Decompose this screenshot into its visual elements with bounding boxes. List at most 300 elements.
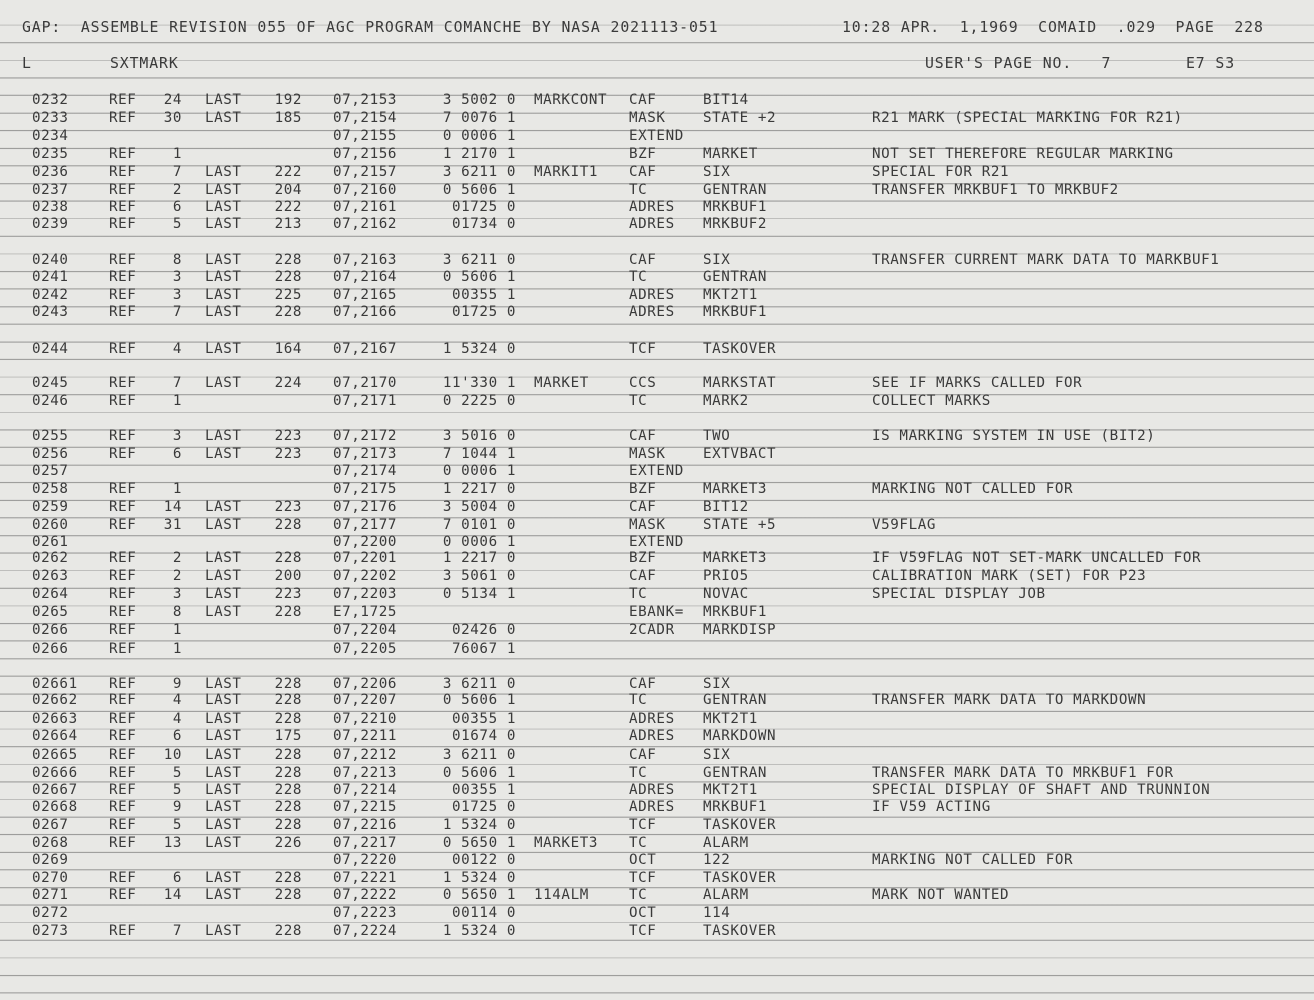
cell-addr: 07,2162 [333,216,397,232]
cell-ref: REF [109,393,137,409]
cell-op: BZF [629,550,657,566]
cell-ref: REF [109,728,137,744]
cell-lastpage: 228 [274,711,302,727]
cell-comment: SPECIAL FOR R21 [872,164,1010,180]
cell-op: CAF [629,428,657,444]
cell-addr: 07,2203 [333,586,397,602]
cell-word: 0 5606 1 [442,692,516,708]
cell-line: 0257 [32,463,69,479]
cell-addr: 07,2207 [333,692,397,708]
cell-refcount: 1 [172,393,182,409]
cell-op: EXTEND [629,128,684,144]
cell-word: 0 5650 1 [442,887,516,903]
cell-op: TC [629,887,648,903]
cell-addr: 07,2165 [333,287,397,303]
cell-refcount: 14 [163,887,182,903]
cell-word: 1 5324 0 [442,817,516,833]
cell-line: 0271 [32,887,69,903]
cell-lastpage: 204 [274,182,302,198]
cell-comment: TRANSFER CURRENT MARK DATA TO MARKBUF1 [872,252,1220,268]
cell-line: 0235 [32,146,69,162]
cell-ref: REF [109,817,137,833]
cell-operand: MARKET3 [703,481,767,497]
cell-line: 02668 [32,799,78,815]
cell-word: 0 0006 1 [442,463,516,479]
cell-addr: 07,2202 [333,568,397,584]
cell-addr: 07,2214 [333,782,397,798]
cell-line: 02665 [32,747,78,763]
cell-lastpage: 228 [274,550,302,566]
cell-word: 00122 0 [452,852,516,868]
cell-lastpage: 228 [274,304,302,320]
cell-lastpage: 228 [274,517,302,533]
cell-line: 0246 [32,393,69,409]
cell-comment: TRANSFER MRKBUF1 TO MRKBUF2 [872,182,1119,198]
cell-op: CAF [629,92,657,108]
cell-ref: REF [109,586,137,602]
cell-line: 0267 [32,817,69,833]
cell-comment: TRANSFER MARK DATA TO MRKBUF1 FOR [872,765,1174,781]
cell-op: OCT [629,905,657,921]
cell-addr: 07,2213 [333,765,397,781]
cell-operand: SIX [703,747,731,763]
cell-line: 0259 [32,499,69,515]
cell-word: 00355 1 [452,711,516,727]
cell-refcount: 7 [172,923,182,939]
cell-addr: 07,2217 [333,835,397,851]
cell-line: 0234 [32,128,69,144]
cell-ref: REF [109,835,137,851]
cell-word: 0 0006 1 [442,128,516,144]
cell-last: LAST [205,887,242,903]
cell-ref: REF [109,499,137,515]
cell-line: 0245 [32,375,69,391]
cell-refcount: 8 [172,252,182,268]
cell-comment: SPECIAL DISPLAY JOB [872,586,1046,602]
cell-refcount: 7 [172,164,182,180]
cell-last: LAST [205,870,242,886]
cell-operand: ALARM [703,835,749,851]
cell-refcount: 3 [172,428,182,444]
cell-comment: IF V59 ACTING [872,799,991,815]
cell-lastpage: 228 [274,252,302,268]
cell-label: MARKIT1 [534,164,598,180]
cell-line: 02661 [32,676,78,692]
cell-refcount: 24 [163,92,182,108]
cell-comment: IF V59FLAG NOT SET-MARK UNCALLED FOR [872,550,1202,566]
cell-lastpage: 223 [274,428,302,444]
cell-refcount: 4 [172,692,182,708]
cell-addr: 07,2166 [333,304,397,320]
cell-ref: REF [109,923,137,939]
cell-last: LAST [205,375,242,391]
cell-refcount: 2 [172,550,182,566]
cell-ref: REF [109,182,137,198]
cell-op: TCF [629,923,657,939]
cell-last: LAST [205,692,242,708]
cell-refcount: 6 [172,728,182,744]
cell-last: LAST [205,604,242,620]
cell-addr: 07,2221 [333,870,397,886]
cell-ref: REF [109,711,137,727]
cell-line: 0258 [32,481,69,497]
cell-ref: REF [109,341,137,357]
cell-operand: MRKBUF1 [703,799,767,815]
cell-line: 0261 [32,534,69,550]
cell-op: EXTEND [629,534,684,550]
cell-operand: MKT2T1 [703,287,758,303]
cell-refcount: 5 [172,817,182,833]
cell-addr: 07,2171 [333,393,397,409]
cell-lastpage: 228 [274,870,302,886]
cell-op: TC [629,269,648,285]
cell-word: 3 5004 0 [442,499,516,515]
cell-comment: COLLECT MARKS [872,393,991,409]
cell-last: LAST [205,182,242,198]
cell-last: LAST [205,252,242,268]
cell-last: LAST [205,711,242,727]
cell-last: LAST [205,782,242,798]
cell-operand: GENTRAN [703,765,767,781]
cell-line: 0244 [32,341,69,357]
cell-op: 2CADR [629,622,675,638]
cell-op: TC [629,182,648,198]
cell-ref: REF [109,446,137,462]
cell-last: LAST [205,799,242,815]
cell-ref: REF [109,747,137,763]
cell-ref: REF [109,887,137,903]
cell-lastpage: 192 [274,92,302,108]
cell-addr: 07,2223 [333,905,397,921]
cell-operand: SIX [703,676,731,692]
cell-last: LAST [205,92,242,108]
cell-line: 0265 [32,604,69,620]
cell-refcount: 6 [172,870,182,886]
cell-op: BZF [629,146,657,162]
cell-word: 0 5606 1 [442,765,516,781]
bank-code: E7 S3 [1186,55,1236,72]
cell-line: 0238 [32,199,69,215]
cell-refcount: 2 [172,182,182,198]
cell-addr: 07,2222 [333,887,397,903]
cell-line: 0268 [32,835,69,851]
cell-op: CAF [629,568,657,584]
cell-word: 3 5016 0 [442,428,516,444]
cell-word: 1 5324 0 [442,923,516,939]
cell-operand: GENTRAN [703,269,767,285]
cell-operand: PRIO5 [703,568,749,584]
cell-word: 02426 0 [452,622,516,638]
cell-op: MASK [629,446,666,462]
page-header [0,19,1264,37]
cell-ref: REF [109,110,137,126]
cell-last: LAST [205,568,242,584]
cell-op: EXTEND [629,463,684,479]
cell-addr: 07,2200 [333,534,397,550]
cell-operand: MARKDISP [703,622,777,638]
cell-refcount: 30 [163,110,182,126]
cell-line: 02666 [32,765,78,781]
cell-op: BZF [629,481,657,497]
header-title: GAP: ASSEMBLE REVISION 055 OF AGC PROGRAM COMANCHE BY NASA 2021113-051 [22,19,719,36]
cell-word: 1 2217 0 [442,481,516,497]
cell-operand: MRKBUF1 [703,604,767,620]
cell-last: LAST [205,269,242,285]
cell-word: 7 0076 1 [442,110,516,126]
cell-ref: REF [109,568,137,584]
cell-ref: REF [109,164,137,180]
cell-word: 3 5002 0 [442,92,516,108]
cell-last: LAST [205,765,242,781]
cell-comment: MARKING NOT CALLED FOR [872,852,1074,868]
cell-line: 02664 [32,728,78,744]
cell-last: LAST [205,216,242,232]
cell-label: MARKET3 [534,835,598,851]
cell-line: 0239 [32,216,69,232]
cell-lastpage: 228 [274,923,302,939]
cell-word: 3 5061 0 [442,568,516,584]
cell-addr: 07,2215 [333,799,397,815]
subroutine-name: SXTMARK [110,55,179,72]
cell-operand: EXTVBACT [703,446,777,462]
cell-refcount: 31 [163,517,182,533]
cell-word: 3 6211 0 [442,164,516,180]
cell-line: 0273 [32,923,69,939]
cell-operand: TASKOVER [703,817,777,833]
cell-lastpage: 228 [274,765,302,781]
cell-ref: REF [109,782,137,798]
cell-ref: REF [109,92,137,108]
cell-line: 0272 [32,905,69,921]
cell-operand: 114 [703,905,731,921]
cell-refcount: 5 [172,782,182,798]
cell-op: TCF [629,870,657,886]
cell-lastpage: 175 [274,728,302,744]
cell-operand: GENTRAN [703,692,767,708]
cell-line: 0260 [32,517,69,533]
cell-line: 0243 [32,304,69,320]
cell-word: 01734 0 [452,216,516,232]
cell-refcount: 1 [172,622,182,638]
cell-addr: E7,1725 [333,604,397,620]
cell-op: OCT [629,852,657,868]
cell-last: LAST [205,304,242,320]
cell-last: LAST [205,341,242,357]
subheader-l: L [22,55,32,72]
cell-lastpage: 224 [274,375,302,391]
cell-ref: REF [109,604,137,620]
cell-line: 0266 [32,641,69,657]
cell-addr: 07,2204 [333,622,397,638]
cell-operand: MARK2 [703,393,749,409]
cell-word: 01725 0 [452,799,516,815]
cell-last: LAST [205,428,242,444]
cell-line: 0240 [32,252,69,268]
cell-word: 3 6211 0 [442,747,516,763]
cell-lastpage: 228 [274,604,302,620]
cell-last: LAST [205,728,242,744]
cell-refcount: 4 [172,711,182,727]
cell-refcount: 10 [163,747,182,763]
cell-operand: SIX [703,164,731,180]
cell-op: TC [629,692,648,708]
cell-operand: GENTRAN [703,182,767,198]
cell-operand: BIT14 [703,92,749,108]
cell-line: 0262 [32,550,69,566]
cell-ref: REF [109,428,137,444]
cell-addr: 07,2164 [333,269,397,285]
cell-ref: REF [109,622,137,638]
cell-addr: 07,2210 [333,711,397,727]
cell-addr: 07,2206 [333,676,397,692]
cell-word: 1 2217 0 [442,550,516,566]
cell-lastpage: 185 [274,110,302,126]
cell-ref: REF [109,252,137,268]
cell-addr: 07,2177 [333,517,397,533]
cell-last: LAST [205,817,242,833]
cell-operand: 122 [703,852,731,868]
cell-word: 1 2170 1 [442,146,516,162]
cell-line: 02667 [32,782,78,798]
cell-word: 0 5134 1 [442,586,516,602]
cell-operand: NOVAC [703,586,749,602]
cell-op: ADRES [629,287,675,303]
cell-operand: TASKOVER [703,341,777,357]
cell-ref: REF [109,550,137,566]
cell-refcount: 5 [172,216,182,232]
cell-refcount: 5 [172,765,182,781]
cell-operand: MRKBUF1 [703,199,767,215]
cell-word: 0 5606 1 [442,269,516,285]
cell-word: 00355 1 [452,287,516,303]
cell-lastpage: 228 [274,692,302,708]
cell-word: 0 5650 1 [442,835,516,851]
cell-operand: TASKOVER [703,870,777,886]
cell-ref: REF [109,304,137,320]
cell-op: MASK [629,517,666,533]
cell-addr: 07,2174 [333,463,397,479]
cell-refcount: 9 [172,799,182,815]
cell-comment: CALIBRATION MARK (SET) FOR P23 [872,568,1147,584]
page-subheader [0,55,1236,73]
cell-addr: 07,2170 [333,375,397,391]
cell-ref: REF [109,517,137,533]
cell-addr: 07,2175 [333,481,397,497]
cell-op: TC [629,586,648,602]
cell-lastpage: 225 [274,287,302,303]
cell-last: LAST [205,110,242,126]
cell-comment: V59FLAG [872,517,936,533]
cell-refcount: 6 [172,199,182,215]
cell-refcount: 1 [172,146,182,162]
cell-word: 1 5324 0 [442,870,516,886]
cell-comment: IS MARKING SYSTEM IN USE (BIT2) [872,428,1156,444]
cell-op: MASK [629,110,666,126]
cell-line: 0233 [32,110,69,126]
cell-operand: BIT12 [703,499,749,515]
cell-label: MARKCONT [534,92,608,108]
cell-comment: TRANSFER MARK DATA TO MARKDOWN [872,692,1147,708]
cell-lastpage: 223 [274,586,302,602]
cell-addr: 07,2173 [333,446,397,462]
cell-op: ADRES [629,799,675,815]
cell-refcount: 14 [163,499,182,515]
cell-op: CAF [629,252,657,268]
cell-refcount: 3 [172,287,182,303]
cell-word: 0 0006 1 [442,534,516,550]
cell-addr: 07,2157 [333,164,397,180]
cell-op: CCS [629,375,657,391]
cell-operand: TWO [703,428,731,444]
cell-word: 01725 0 [452,304,516,320]
cell-word: 3 6211 0 [442,252,516,268]
cell-refcount: 7 [172,375,182,391]
header-timestamp: 10:28 APR. 1,1969 COMAID .029 PAGE 228 [842,19,1264,36]
cell-last: LAST [205,586,242,602]
cell-line: 0236 [32,164,69,180]
cell-lastpage: 228 [274,747,302,763]
cell-line: 0237 [32,182,69,198]
cell-ref: REF [109,676,137,692]
cell-refcount: 1 [172,481,182,497]
cell-last: LAST [205,199,242,215]
cell-lastpage: 222 [274,164,302,180]
cell-lastpage: 164 [274,341,302,357]
cell-operand: MRKBUF2 [703,216,767,232]
cell-ref: REF [109,269,137,285]
cell-refcount: 8 [172,604,182,620]
cell-refcount: 13 [163,835,182,851]
cell-operand: MKT2T1 [703,711,758,727]
cell-addr: 07,2161 [333,199,397,215]
cell-line: 0263 [32,568,69,584]
cell-last: LAST [205,164,242,180]
cell-lastpage: 228 [274,799,302,815]
cell-refcount: 6 [172,446,182,462]
cell-line: 02663 [32,711,78,727]
cell-addr: 07,2212 [333,747,397,763]
cell-word: 1 5324 0 [442,341,516,357]
cell-line: 0255 [32,428,69,444]
cell-op: CAF [629,747,657,763]
cell-word: 00355 1 [452,782,516,798]
cell-addr: 07,2176 [333,499,397,515]
cell-op: TC [629,835,648,851]
cell-refcount: 1 [172,641,182,657]
cell-last: LAST [205,923,242,939]
cell-op: CAF [629,499,657,515]
cell-last: LAST [205,835,242,851]
cell-word: 01674 0 [452,728,516,744]
cell-op: TC [629,393,648,409]
cell-last: LAST [205,499,242,515]
cell-op: ADRES [629,711,675,727]
cell-line: 0264 [32,586,69,602]
cell-last: LAST [205,550,242,566]
cell-ref: REF [109,481,137,497]
cell-addr: 07,2156 [333,146,397,162]
cell-word: 0 5606 1 [442,182,516,198]
cell-lastpage: 226 [274,835,302,851]
cell-lastpage: 228 [274,817,302,833]
cell-ref: REF [109,799,137,815]
cell-lastpage: 228 [274,269,302,285]
cell-addr: 07,2172 [333,428,397,444]
cell-refcount: 3 [172,269,182,285]
cell-addr: 07,2154 [333,110,397,126]
cell-lastpage: 228 [274,676,302,692]
cell-addr: 07,2220 [333,852,397,868]
